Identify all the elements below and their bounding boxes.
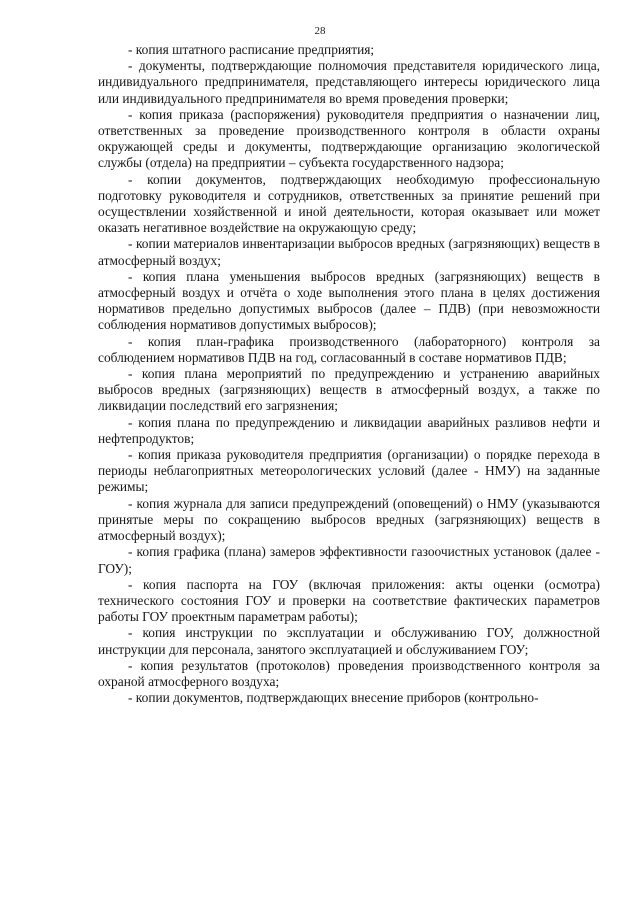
list-item: - копии документов, подтверждающих необходимую профессиональную подготовку руководителя и сотрудников, ответственных за принятие решений при осуществлении хозяйственной и иной деятельности, которая оказывает или может оказать негативное воздействие на окружающую среду; (98, 171, 600, 236)
page-number: 28 (314, 25, 326, 37)
list-item: - копия плана уменьшения выбросов вредных (загрязняющих) веществ в атмосферный воздух и отчёта о ходе выполнения этого плана в целях достижения нормативов предельно допустимых выбросов (далее – ПДВ) (при невозможности соблюдения нормативов допустимых выбросов); (98, 268, 600, 333)
list-item: - копия результатов (протоколов) проведения производственного контроля за охраной атмосферного воздуха; (98, 657, 600, 689)
list-item: - документы, подтверждающие полномочия представителя юридического лица, индивидуального предпринимателя, представляющего интересы юридического лица или индивидуального предпринимателя во время проведения проверки; (98, 58, 600, 106)
document-body (98, 42, 600, 706)
list-item: - копии материалов инвентаризации выбросов вредных (загрязняющих) веществ в атмосферный воздух; (98, 236, 600, 268)
list-item: - копия план-графика производственного (лабораторного) контроля за соблюдением нормативов ПДВ на год, согласованный в составе нормативов ПДВ; (98, 333, 600, 365)
list-item: - копия приказа (распоряжения) руководителя предприятия о назначении лиц, ответственных за проведение производственного контроля в области охраны окружающей среды и документы, подтверждающие организацию экологической службы (отдела) на предприятии – субъекта государственного надзора; (98, 106, 600, 171)
list-item: - копия графика (плана) замеров эффективности газоочистных установок (далее - ГОУ); (98, 544, 600, 576)
list-item: - копия приказа руководителя предприятия (организации) о порядке перехода в периоды неблагоприятных метеорологических условий (далее - НМУ) на заданные режимы; (98, 447, 600, 495)
list-item: - копия штатного расписание предприятия; (128, 42, 375, 57)
list-item: - копия паспорта на ГОУ (включая приложения: акты оценки (осмотра) технического состояния ГОУ и проверки на соответствие фактических параметров работы ГОУ проектным параметрам работы); (98, 576, 600, 625)
list-item: - копия журнала для записи предупреждений (оповещений) о НМУ (указываются принятые меры по сокращению выбросов вредных (загрязняющих) веществ в атмосферный воздух); (98, 495, 600, 544)
list-item: - копия инструкции по эксплуатации и обслуживанию ГОУ, должностной инструкции для персонала, занятого эксплуатацией и обслуживанием ГОУ; (98, 625, 600, 657)
list-item: - копии документов, подтверждающих внесение приборов (контрольно- (128, 690, 539, 706)
list-item: - копия плана по предупреждению и ликвидации аварийных разливов нефти и нефтепродуктов; (98, 414, 600, 446)
list-item: - копия плана мероприятий по предупреждению и устранению аварийных выбросов вредных (загрязняющих) веществ в атмосферный воздух, а также по ликвидации последствий его загрязнения; (98, 366, 600, 414)
